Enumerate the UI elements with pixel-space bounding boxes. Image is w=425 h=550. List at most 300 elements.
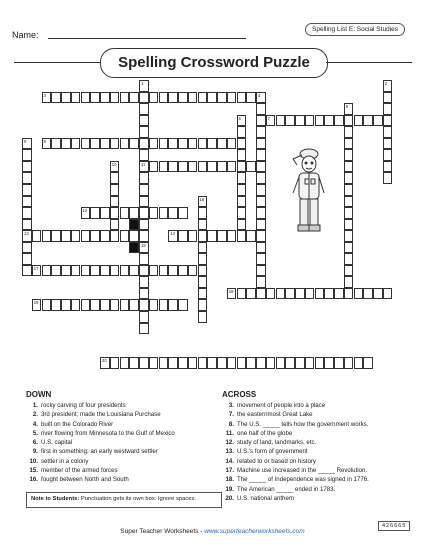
crossword-cell[interactable] xyxy=(237,161,247,173)
crossword-cell[interactable] xyxy=(217,357,227,369)
crossword-cell[interactable] xyxy=(383,288,393,300)
crossword-cell[interactable] xyxy=(110,207,120,219)
crossword-cell[interactable] xyxy=(188,265,198,277)
crossword-cell[interactable] xyxy=(90,230,100,242)
crossword-cell[interactable] xyxy=(324,288,334,300)
crossword-cell[interactable] xyxy=(198,357,208,369)
crossword-cell[interactable] xyxy=(237,126,247,138)
crossword-cell[interactable] xyxy=(285,357,295,369)
crossword-cell[interactable] xyxy=(129,207,139,219)
crossword-cell[interactable] xyxy=(139,242,149,254)
crossword-cell[interactable] xyxy=(237,196,247,208)
crossword-cell[interactable] xyxy=(237,207,247,219)
crossword-cell[interactable] xyxy=(188,230,198,242)
crossword-cell[interactable] xyxy=(344,207,354,219)
crossword-cell[interactable] xyxy=(344,242,354,254)
crossword-cell[interactable] xyxy=(237,230,247,242)
crossword-cell[interactable] xyxy=(217,230,227,242)
crossword-cell[interactable] xyxy=(198,265,208,277)
crossword-cell[interactable] xyxy=(198,161,208,173)
crossword-cell[interactable] xyxy=(110,184,120,196)
crossword-cell[interactable] xyxy=(120,138,130,150)
crossword-cell[interactable] xyxy=(22,149,32,161)
clue-number: 14. xyxy=(225,457,234,465)
crossword-cell[interactable] xyxy=(32,265,42,277)
crossword-cell[interactable] xyxy=(256,207,266,219)
crossword-cell[interactable] xyxy=(276,115,286,127)
note-text: Punctuation gets its own box. Ignore spaces. xyxy=(79,496,196,502)
crossword-cell[interactable] xyxy=(363,288,373,300)
crossword-cell[interactable] xyxy=(256,230,266,242)
crossword-cell[interactable] xyxy=(344,103,354,115)
crossword-cell[interactable] xyxy=(90,92,100,104)
clue-number-label: 7 xyxy=(267,115,271,121)
name-label: Name: xyxy=(12,30,39,40)
crossword-cell[interactable] xyxy=(129,138,139,150)
crossword-cell[interactable] xyxy=(227,230,237,242)
crossword-cell[interactable] xyxy=(383,149,393,161)
crossword-cell[interactable] xyxy=(51,92,61,104)
crossword-cell[interactable] xyxy=(100,138,110,150)
crossword-cell[interactable] xyxy=(178,92,188,104)
crossword-cell[interactable] xyxy=(237,115,247,127)
crossword-cell[interactable] xyxy=(22,161,32,173)
crossword-cell[interactable] xyxy=(168,230,178,242)
crossword-cell[interactable] xyxy=(100,357,110,369)
clue-number-label: 16 xyxy=(199,196,205,202)
crossword-cell[interactable] xyxy=(61,138,71,150)
crossword-cell[interactable] xyxy=(178,230,188,242)
crossword-cell[interactable] xyxy=(334,115,344,127)
crossword-cell[interactable] xyxy=(198,219,208,231)
crossword-cell[interactable] xyxy=(139,161,149,173)
crossword-cell[interactable] xyxy=(285,288,295,300)
crossword-cell[interactable] xyxy=(81,265,91,277)
crossword-cell[interactable] xyxy=(383,103,393,115)
crossword-cell[interactable] xyxy=(344,138,354,150)
crossword-cell[interactable] xyxy=(32,299,42,311)
crossword-cell[interactable] xyxy=(324,357,334,369)
crossword-cell[interactable] xyxy=(71,138,81,150)
crossword-cell[interactable] xyxy=(237,138,247,150)
crossword-cell[interactable] xyxy=(383,80,393,92)
crossword-cell[interactable] xyxy=(256,149,266,161)
title-rule-right xyxy=(326,62,412,63)
crossword-cell[interactable] xyxy=(42,265,52,277)
crossword-cell[interactable] xyxy=(100,299,110,311)
crossword-cell[interactable] xyxy=(256,253,266,265)
crossword-cell[interactable] xyxy=(237,149,247,161)
crossword-cell[interactable] xyxy=(305,357,315,369)
crossword-cell[interactable] xyxy=(295,288,305,300)
clue-number-label: 13 xyxy=(24,231,29,237)
crossword-cell[interactable] xyxy=(139,323,149,335)
crossword-cell[interactable] xyxy=(256,172,266,184)
crossword-cell[interactable] xyxy=(168,161,178,173)
crossword-cell[interactable] xyxy=(324,115,334,127)
crossword-cell[interactable] xyxy=(42,138,52,150)
crossword-cell[interactable] xyxy=(168,357,178,369)
crossword-cell[interactable] xyxy=(383,126,393,138)
crossword-cell[interactable] xyxy=(42,92,52,104)
crossword-cell[interactable] xyxy=(139,288,149,300)
crossword-cell[interactable] xyxy=(61,92,71,104)
crossword-cell[interactable] xyxy=(256,184,266,196)
crossword-cell[interactable] xyxy=(198,276,208,288)
footer xyxy=(0,528,425,535)
crossword-cell[interactable] xyxy=(256,242,266,254)
crossword-cell[interactable] xyxy=(42,230,52,242)
crossword-cell[interactable] xyxy=(188,138,198,150)
crossword-cell[interactable] xyxy=(256,357,266,369)
down-clue xyxy=(26,449,175,456)
crossword-cell[interactable] xyxy=(373,288,383,300)
crossword-cell[interactable] xyxy=(51,299,61,311)
across-clue xyxy=(222,403,369,410)
crossword-cell[interactable] xyxy=(178,207,188,219)
crossword-cell[interactable] xyxy=(139,80,149,92)
crossword-cell[interactable] xyxy=(61,265,71,277)
crossword-cell[interactable] xyxy=(227,161,237,173)
crossword-cell[interactable] xyxy=(139,207,149,219)
crossword-cell[interactable] xyxy=(344,115,354,127)
crossword-cell[interactable] xyxy=(237,92,247,104)
crossword-cell[interactable] xyxy=(149,92,159,104)
crossword-cell[interactable] xyxy=(363,115,373,127)
crossword-cell[interactable] xyxy=(198,138,208,150)
crossword-cell[interactable] xyxy=(139,253,149,265)
clue-text: first in something; an early westward settler xyxy=(41,448,158,456)
crossword-cell[interactable] xyxy=(120,265,130,277)
crossword-cell[interactable] xyxy=(188,357,198,369)
crossword-cell[interactable] xyxy=(90,207,100,219)
crossword-cell[interactable] xyxy=(110,357,120,369)
crossword-cell[interactable] xyxy=(139,126,149,138)
crossword-cell[interactable] xyxy=(373,115,383,127)
crossword-cell[interactable] xyxy=(246,357,256,369)
crossword-cell[interactable] xyxy=(344,219,354,231)
crossword-cell[interactable] xyxy=(344,149,354,161)
crossword-cell[interactable] xyxy=(139,276,149,288)
crossword-cell[interactable] xyxy=(344,172,354,184)
crossword-cell[interactable] xyxy=(246,92,256,104)
crossword-cell[interactable] xyxy=(178,357,188,369)
crossword-cell[interactable] xyxy=(256,103,266,115)
crossword-cell[interactable] xyxy=(90,265,100,277)
crossword-cell[interactable] xyxy=(149,299,159,311)
crossword-cell[interactable] xyxy=(71,92,81,104)
crossword-cell[interactable] xyxy=(168,265,178,277)
crossword-cell[interactable] xyxy=(305,288,315,300)
crossword-cell[interactable] xyxy=(198,253,208,265)
clue-number-label: 14 xyxy=(170,231,175,237)
crossword-cell[interactable] xyxy=(159,161,169,173)
crossword-cell[interactable] xyxy=(315,288,325,300)
crossword-cell[interactable] xyxy=(71,230,81,242)
crossword-cell[interactable] xyxy=(120,230,130,242)
crossword-cell[interactable] xyxy=(344,126,354,138)
crossword-cell[interactable] xyxy=(110,299,120,311)
crossword-cell[interactable] xyxy=(334,357,344,369)
crossword-cell[interactable] xyxy=(237,219,247,231)
crossword-cell[interactable] xyxy=(207,138,217,150)
crossword-cell[interactable] xyxy=(159,92,169,104)
crossword-cell[interactable] xyxy=(354,115,364,127)
crossword-cell[interactable] xyxy=(129,92,139,104)
crossword-cell[interactable] xyxy=(198,207,208,219)
crossword-cell[interactable] xyxy=(100,230,110,242)
crossword-cell[interactable] xyxy=(178,299,188,311)
crossword-cell[interactable] xyxy=(22,265,32,277)
crossword-cell[interactable] xyxy=(110,138,120,150)
crossword-cell[interactable] xyxy=(354,357,364,369)
crossword-cell[interactable] xyxy=(159,138,169,150)
crossword-cell[interactable] xyxy=(217,92,227,104)
crossword-cell[interactable] xyxy=(149,161,159,173)
crossword-cell[interactable] xyxy=(61,299,71,311)
crossword-cell[interactable] xyxy=(246,288,256,300)
crossword-cell[interactable] xyxy=(354,288,364,300)
crossword-cell[interactable] xyxy=(110,161,120,173)
crossword-cell[interactable] xyxy=(22,219,32,231)
across-clues xyxy=(222,390,369,505)
crossword-cell[interactable] xyxy=(344,276,354,288)
crossword-cell[interactable] xyxy=(178,161,188,173)
crossword-cell[interactable] xyxy=(285,115,295,127)
crossword-cell[interactable] xyxy=(110,219,120,231)
crossword-cell[interactable] xyxy=(149,357,159,369)
crossword-cell[interactable] xyxy=(198,196,208,208)
crossword-cell[interactable] xyxy=(237,184,247,196)
across-clue xyxy=(222,422,369,429)
crossword-cell[interactable] xyxy=(139,299,149,311)
crossword-cell[interactable] xyxy=(344,265,354,277)
crossword-cell[interactable] xyxy=(207,357,217,369)
crossword-cell[interactable] xyxy=(139,172,149,184)
crossword-cell[interactable] xyxy=(110,92,120,104)
crossword-cell[interactable] xyxy=(198,299,208,311)
crossword-cell[interactable] xyxy=(276,357,286,369)
crossword-cell[interactable] xyxy=(81,92,91,104)
crossword-cell[interactable] xyxy=(110,230,120,242)
crossword-cell[interactable] xyxy=(149,207,159,219)
crossword-cell[interactable] xyxy=(207,230,217,242)
crossword-cell[interactable] xyxy=(61,230,71,242)
crossword-cell[interactable] xyxy=(51,265,61,277)
crossword-cell[interactable] xyxy=(207,92,217,104)
clue-text: The American _____ ended in 1783. xyxy=(237,485,336,493)
crossword-cell[interactable] xyxy=(22,196,32,208)
crossword-cell[interactable] xyxy=(139,230,149,242)
crossword-cell[interactable] xyxy=(295,115,305,127)
crossword-cell[interactable] xyxy=(42,299,52,311)
crossword-cell[interactable] xyxy=(110,172,120,184)
crossword-cell[interactable] xyxy=(178,265,188,277)
crossword-cell[interactable] xyxy=(256,115,266,127)
crossword-cell[interactable] xyxy=(120,357,130,369)
crossword-cell[interactable] xyxy=(22,207,32,219)
crossword-cell[interactable] xyxy=(90,138,100,150)
crossword-cell[interactable] xyxy=(139,92,149,104)
crossword-cell[interactable] xyxy=(139,149,149,161)
crossword-cell[interactable] xyxy=(383,92,393,104)
crossword-cell[interactable] xyxy=(168,138,178,150)
crossword-cell[interactable] xyxy=(383,115,393,127)
clue-number: 6. xyxy=(32,439,38,447)
crossword-cell[interactable] xyxy=(198,311,208,323)
across-heading: ACROSS xyxy=(222,390,257,399)
crossword-cell[interactable] xyxy=(129,230,139,242)
crossword-cell[interactable] xyxy=(139,184,149,196)
crossword-cell[interactable] xyxy=(315,357,325,369)
crossword-cell[interactable] xyxy=(22,230,32,242)
crossword-cell[interactable] xyxy=(22,242,32,254)
crossword-cell[interactable] xyxy=(217,138,227,150)
crossword-cell[interactable] xyxy=(22,172,32,184)
crossword-cell[interactable] xyxy=(237,172,247,184)
crossword-cell[interactable] xyxy=(71,299,81,311)
crossword-cell[interactable] xyxy=(159,357,169,369)
crossword-cell[interactable] xyxy=(344,288,354,300)
crossword-cell[interactable] xyxy=(295,357,305,369)
crossword-cell[interactable] xyxy=(227,92,237,104)
crossword-cell[interactable] xyxy=(334,288,344,300)
crossword-cell[interactable] xyxy=(256,288,266,300)
crossword-cell[interactable] xyxy=(246,161,256,173)
crossword-cell[interactable] xyxy=(188,161,198,173)
name-field[interactable] xyxy=(48,38,246,39)
crossword-cell[interactable] xyxy=(100,207,110,219)
crossword-cell[interactable] xyxy=(120,299,130,311)
crossword-cell[interactable] xyxy=(120,92,130,104)
crossword-cell[interactable] xyxy=(81,299,91,311)
crossword-cell[interactable] xyxy=(198,242,208,254)
crossword-cell[interactable] xyxy=(256,126,266,138)
crossword-cell[interactable] xyxy=(129,299,139,311)
crossword-cell[interactable] xyxy=(168,207,178,219)
clue-number: 7. xyxy=(228,411,234,419)
crossword-cell[interactable] xyxy=(159,265,169,277)
crossword-cell[interactable] xyxy=(198,230,208,242)
crossword-cell[interactable] xyxy=(90,299,100,311)
across-clue xyxy=(222,449,369,456)
crossword-cell[interactable] xyxy=(383,138,393,150)
crossword-cell[interactable] xyxy=(256,276,266,288)
crossword-cell[interactable] xyxy=(81,207,91,219)
clue-text: The U.S. _____ tells how the government works. xyxy=(237,420,369,428)
crossword-cell[interactable] xyxy=(100,265,110,277)
crossword-cell[interactable] xyxy=(188,92,198,104)
crossword-cell[interactable] xyxy=(256,161,266,173)
crossword-cell[interactable] xyxy=(32,230,42,242)
crossword-cell[interactable] xyxy=(139,115,149,127)
crossword-cell[interactable] xyxy=(237,357,247,369)
worksheet-code: 426665 xyxy=(378,521,410,531)
crossword-cell[interactable] xyxy=(139,357,149,369)
crossword-cell[interactable] xyxy=(256,92,266,104)
crossword-cell[interactable] xyxy=(344,196,354,208)
crossword-cell[interactable] xyxy=(198,288,208,300)
across-clue xyxy=(222,496,369,503)
crossword-cell[interactable] xyxy=(344,161,354,173)
crossword-cell[interactable] xyxy=(344,230,354,242)
crossword-cell[interactable] xyxy=(22,253,32,265)
clue-number: 12. xyxy=(225,439,234,447)
down-clue xyxy=(26,468,175,475)
crossword-cell[interactable] xyxy=(149,138,159,150)
crossword-cell[interactable] xyxy=(168,299,178,311)
crossword-cell[interactable] xyxy=(227,357,237,369)
crossword-grid[interactable] xyxy=(22,80,403,381)
crossword-cell[interactable] xyxy=(276,288,286,300)
page-title: Spelling Crossword Puzzle xyxy=(100,48,328,78)
crossword-cell[interactable] xyxy=(159,299,169,311)
crossword-cell[interactable] xyxy=(344,253,354,265)
crossword-cell[interactable] xyxy=(315,115,325,127)
crossword-cell[interactable] xyxy=(149,265,159,277)
crossword-cell[interactable] xyxy=(217,161,227,173)
crossword-cell[interactable] xyxy=(256,138,266,150)
crossword-cell[interactable] xyxy=(256,265,266,277)
crossword-cell[interactable] xyxy=(51,230,61,242)
crossword-cell[interactable] xyxy=(22,184,32,196)
crossword-cell[interactable] xyxy=(120,207,130,219)
crossword-cell[interactable] xyxy=(168,92,178,104)
crossword-cell[interactable] xyxy=(159,207,169,219)
crossword-cell[interactable] xyxy=(246,230,256,242)
crossword-cell[interactable] xyxy=(139,219,149,231)
crossword-cell[interactable] xyxy=(256,219,266,231)
crossword-cell[interactable] xyxy=(22,138,32,150)
crossword-cell[interactable] xyxy=(110,196,120,208)
crossword-cell[interactable] xyxy=(266,115,276,127)
crossword-cell[interactable] xyxy=(178,138,188,150)
crossword-cell[interactable] xyxy=(129,265,139,277)
crossword-cell[interactable] xyxy=(139,265,149,277)
crossword-cell[interactable] xyxy=(305,115,315,127)
crossword-cell[interactable] xyxy=(139,138,149,150)
crossword-cell[interactable] xyxy=(266,357,276,369)
crossword-cell[interactable] xyxy=(266,288,276,300)
crossword-cell[interactable] xyxy=(237,288,247,300)
crossword-cell[interactable] xyxy=(227,138,237,150)
crossword-cell[interactable] xyxy=(256,196,266,208)
crossword-cell[interactable] xyxy=(139,311,149,323)
crossword-cell[interactable] xyxy=(51,138,61,150)
crossword-cell[interactable] xyxy=(383,161,393,173)
crossword-cell[interactable] xyxy=(344,184,354,196)
crossword-cell[interactable] xyxy=(110,265,120,277)
clue-text: Machine use increased in the _____ Revolution. xyxy=(237,467,368,475)
crossword-cell[interactable] xyxy=(81,230,91,242)
crossword-cell[interactable] xyxy=(207,161,217,173)
crossword-cell[interactable] xyxy=(100,92,110,104)
crossword-cell[interactable] xyxy=(198,92,208,104)
clue-text: river flowing from Minnesota to the Gulf of Mexico xyxy=(41,429,175,437)
crossword-cell[interactable] xyxy=(383,172,393,184)
crossword-cell[interactable] xyxy=(129,357,139,369)
crossword-cell[interactable] xyxy=(71,265,81,277)
crossword-cell[interactable] xyxy=(227,288,237,300)
crossword-cell[interactable] xyxy=(139,196,149,208)
clue-number: 1. xyxy=(32,402,38,409)
crossword-cell[interactable] xyxy=(81,138,91,150)
footer-url-link[interactable]: www.superteacherworksheets.com xyxy=(204,528,305,535)
crossword-cell[interactable] xyxy=(344,357,354,369)
crossword-cell[interactable] xyxy=(139,103,149,115)
footer-brand: Super Teacher Worksheets - xyxy=(120,528,205,535)
crossword-cell[interactable] xyxy=(363,357,373,369)
